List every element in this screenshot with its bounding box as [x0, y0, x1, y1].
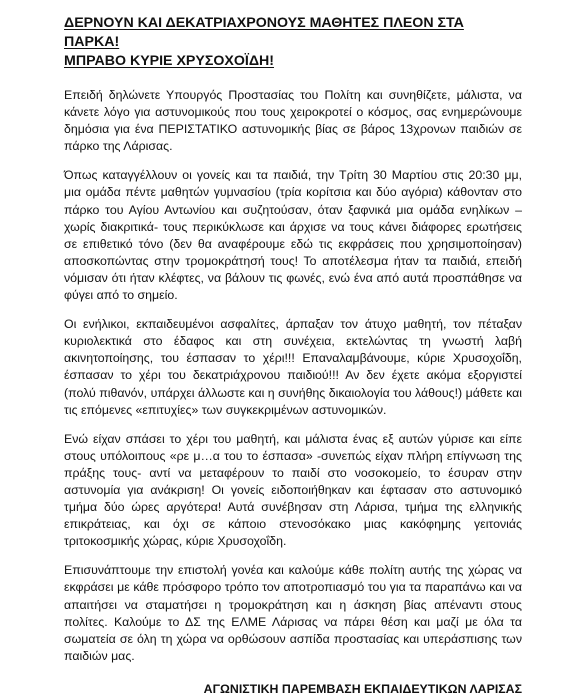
paragraph-intro: Επειδή δηλώνετε Υπουργός Προστασίας του Πολίτη και συνηθίζετε, μάλιστα, να κάνετε λόγο για αστυνομικούς που τους χειροκροτεί ο κόσμος, σας ενημερώνουμε δημόσια για ένα ΠΕΡΙΣΤΑΤΙΚΟ αστυνομικής βίας σε βάρος 13χρονων παιδιών σε πάρκο της Λάρισας. — [64, 88, 522, 154]
paragraph-injury: Οι ενήλικοι, εκπαιδευμένοι ασφαλίτες, άρπαξαν τον άτυχο μαθητή, τον πέταξαν κυριολεκτικά στο έδαφος και στη συνέχεια, εκτελώντας τη γνωστή λαβή ακινητοποίησης, του έσπασαν το χέρι!!! Επαναλαμβάνουμε, κύριε Χρυσοχοΐδη, έσπασαν το χέρι του δεκατριάχρονου παιδιού!!! Αν δεν έχετε ακόμα εξοργιστεί (πολύ πιθανόν, υπάρχει άλλωστε και η συνήθης δικαιολογία του λάθους!) μάθετε και τις επόμενες «επιτυχίες» των συγκεκριμένων αστυνομικών. — [64, 317, 522, 417]
title-line-2: ΜΠΡΑΒΟ ΚΥΡΙΕ ΧΡΥΣΟΧΟΪΔΗ! — [64, 53, 275, 69]
signature: ΑΓΩΝΙΣΤΙΚΗ ΠΑΡΕΜΒΑΣΗ ΕΚΠΑΙΔΕΥΤΙΚΩΝ ΛΑΡΙΣΑΣ — [203, 681, 522, 696]
document-title — [64, 14, 522, 71]
paragraph-aftermath: Ενώ είχαν σπάσει το χέρι του μαθητή, και μάλιστα ένας εξ αυτών γύρισε και είπε στους υπόλοιπους «ρε μ…α του το έσπασα» -συνεπώς είχαν πλήρη επίγνωση της πράξης τους- αντί να μεταφέρουν το παιδί στο νοσοκομείο, το έσυραν στην αστυνομία για ανάκριση! Οι γονείς ειδοποιήθηκαν και έφτασαν στο αστυνομικό τμήμα δύο ώρες αργότερα! Αυτά συνέβησαν στη Λάρισα, τμήμα της ελληνικής επικράτειας, και όχι σε κάποιο στενοσόκακο μιας κακόφημης γειτονιάς τριτοκοσμικής χώρας, κύριε Χρυσοχοΐδη. — [64, 431, 522, 549]
paragraph-call-to-action: Επισυνάπτουμε την επιστολή γονέα και καλούμε κάθε πολίτη αυτής της χώρας να εκφράσει με κάθε πρόσφορο τρόπο τον αποτροπιασμό του για τα παραπάνω και να απαιτήσει να σταματήσει η τρομοκράτηση και η άσκηση βίας απέναντι στους πολίτες. Καλούμε το ΔΣ της ΕΛΜΕ Λάρισας να πάρει θέση και μαζί με όλα τα σωματεία σε όλη τη χώρα να ορθώσουν ασπίδα προστασίας και υπεράσπισης των παιδιών μας. — [64, 563, 522, 663]
title-line-1: ΔΕΡΝΟΥΝ ΚΑΙ ΔΕΚΑΤΡΙΑΧΡΟΝΟΥΣ ΜΑΘΗΤΕΣ ΠΛΕΟΝ ΣΤΑ ΠΑΡΚΑ! — [64, 15, 464, 50]
paragraph-incident: Όπως καταγγέλλουν οι γονείς και τα παιδιά, την Τρίτη 30 Μαρτίου στις 20:30 μμ, μια ομάδα πέντε μαθητών γυμνασίου (τρία κορίτσια και δύο αγόρια) κάθονταν στο πάρκο του Αγίου Αντωνίου και συζητούσαν, όταν ξαφνικά μια ομάδα ενηλίκων –χωρίς διακριτικά- τους περικύκλωσε και άρχισε να τους κάνει διάφορες ερωτήσεις σε επιθετικό τόνο (δεν θα αναφέρουμε εδώ τις εκφράσεις που χρησιμοποίησαν) αποσκοπώντας στην τρομοκράτησή τους! Το αποτέλεσμα ήταν τα παιδιά, επειδή νόμισαν ότι ήταν κλέφτες, να βάλουν τις φωνές, ενώ ένα από αυτά προσπάθησε να φύγει από το σημείο. — [64, 168, 522, 303]
